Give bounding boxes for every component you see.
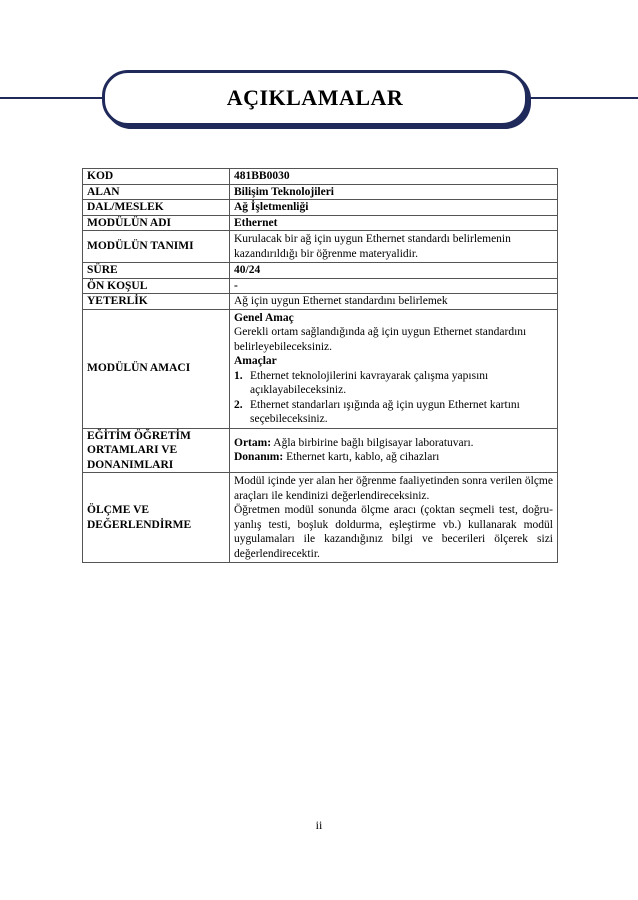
yeterlik-label: YETERLİK xyxy=(83,294,230,310)
sure-label: SÜRE xyxy=(83,263,230,279)
list-item-text: Ethernet standarları ışığında ağ için uygun Ethernet kartını seçebileceksiniz. xyxy=(250,398,520,425)
ortam-line xyxy=(234,436,553,451)
modul-tanimi-value: Kurulacak bir ağ için uygun Ethernet standardı belirlemenin kazandırıldığı bir öğrenme materyalidir. xyxy=(230,231,558,263)
genel-amac-title: Genel Amaç xyxy=(234,311,294,324)
dal-label: DAL/MESLEK xyxy=(83,200,230,216)
donanim-label: Donanım: xyxy=(234,451,284,464)
kod-value: 481BB0030 xyxy=(230,169,558,185)
alan-value: Bilişim Teknolojileri xyxy=(230,184,558,200)
on-kosul-value: - xyxy=(230,278,558,294)
table-row-ortamlar xyxy=(83,428,558,473)
table-row-olcme xyxy=(83,473,558,563)
table-row-yeterlik xyxy=(83,294,558,310)
page-number: ii xyxy=(315,818,323,832)
list-item xyxy=(234,398,553,427)
list-item-number: 2. xyxy=(234,398,243,411)
table-row-dal xyxy=(83,200,558,216)
table-row-on-kosul xyxy=(83,278,558,294)
alan-label: ALAN xyxy=(83,184,230,200)
list-item xyxy=(234,369,553,398)
table-row-modul-adi xyxy=(83,215,558,231)
olcme-label: ÖLÇME VE DEĞERLENDİRME xyxy=(83,473,230,563)
amac-value xyxy=(230,309,558,428)
amaclar-title: Amaçlar xyxy=(234,355,277,367)
table-row-sure xyxy=(83,263,558,279)
sure-value: 40/24 xyxy=(230,263,558,279)
genel-amac-text: Gerekli ortam sağlandığında ağ için uygun Ethernet standardını belirleyebileceksiniz. xyxy=(234,326,527,353)
table-row-alan xyxy=(83,184,558,200)
on-kosul-label: ÖN KOŞUL xyxy=(83,278,230,294)
table-row-modul-tanimi xyxy=(83,231,558,263)
ortam-text: Ağla birbirine bağlı bilgisayar laboratuvarı. xyxy=(273,436,474,449)
title-banner xyxy=(102,70,528,126)
modul-tanimi-label: MODÜLÜN TANIMI xyxy=(83,231,230,263)
olcme-value xyxy=(230,473,558,563)
modul-adi-label: MODÜLÜN ADI xyxy=(83,215,230,231)
module-info-table xyxy=(82,168,558,563)
ortam-label: Ortam: xyxy=(234,436,272,449)
donanim-text: Ethernet kartı, kablo, ağ cihazları xyxy=(286,451,440,464)
dal-value: Ağ İşletmenliği xyxy=(230,200,558,216)
modul-adi-value: Ethernet xyxy=(230,215,558,231)
kod-label: KOD xyxy=(83,169,230,185)
table-row-amac xyxy=(83,309,558,428)
yeterlik-value: Ağ için uygun Ethernet standardını belirlemek xyxy=(230,294,558,310)
list-item-text: Ethernet teknolojilerini kavrayarak çalışma yapısını açıklayabileceksiniz. xyxy=(250,369,489,396)
ortamlar-value xyxy=(230,428,558,473)
olcme-paragraph-2: Öğretmen modül sonunda ölçme aracı (çoktan seçmeli test, doğru-yanlış testi, boşluk doldurma, eşleştirme vb.) kullanarak modül uygulamaları ile kazandığınız bilgi ve becerileri ölçerek sizi değerlendirecektir. xyxy=(234,504,553,560)
ortamlar-label: EĞİTİM ÖĞRETİM ORTAMLARI VE DONANIMLARI xyxy=(83,428,230,473)
donanim-line xyxy=(234,450,553,465)
amac-label: MODÜLÜN AMACI xyxy=(83,309,230,428)
list-item-number: 1. xyxy=(234,369,243,382)
page-title: AÇIKLAMALAR xyxy=(226,85,404,110)
table-row-kod xyxy=(83,169,558,185)
olcme-paragraph-1: Modül içinde yer alan her öğrenme faaliyetinden sonra verilen ölçme araçları ile kendinizi değerlendireceksiniz. xyxy=(234,475,553,502)
